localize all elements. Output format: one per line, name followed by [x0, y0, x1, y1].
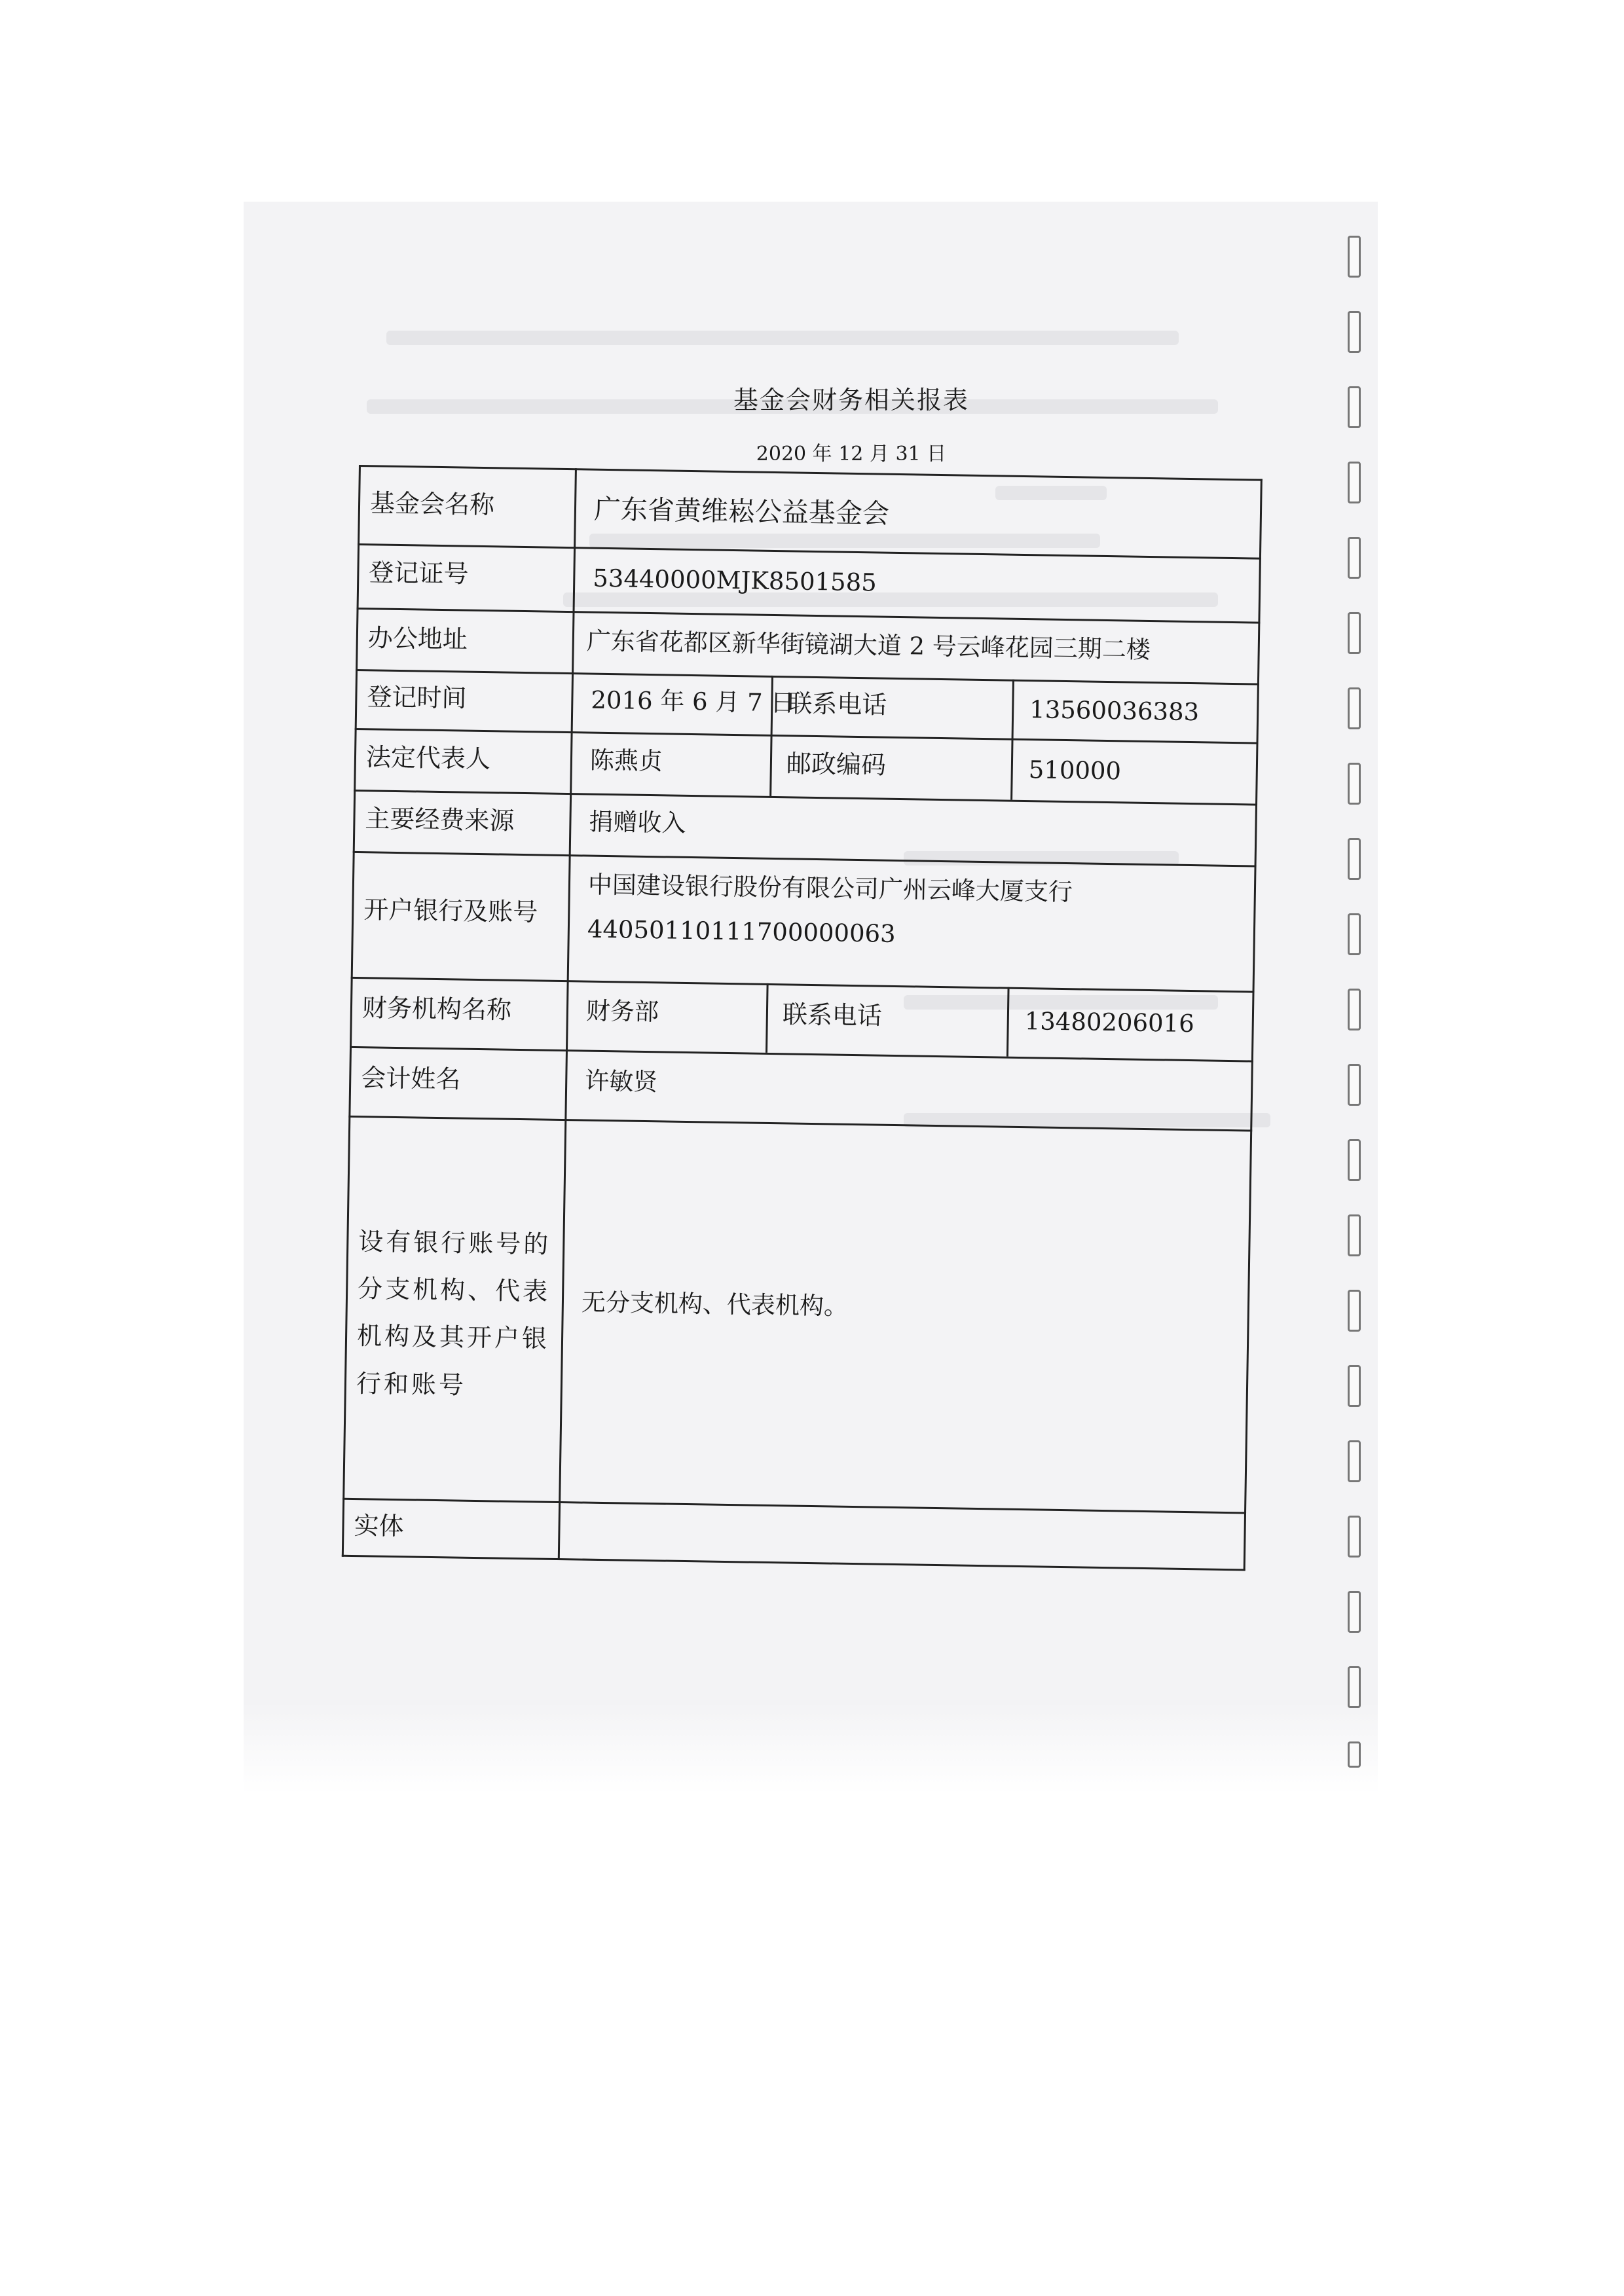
binder-hole [1348, 1741, 1361, 1768]
postcode-label: 邮政编码 [786, 749, 887, 780]
branches-value: 无分支机构、代表机构。 [581, 1288, 849, 1321]
binder-hole [1348, 1440, 1361, 1482]
report-title: 基金会财务相关报表 [733, 386, 969, 414]
binder-hole [1348, 1290, 1361, 1332]
binder-hole [1348, 687, 1361, 729]
legal-rep-label: 法定代表人 [365, 742, 491, 774]
binder-hole [1348, 838, 1361, 880]
bleed-through-line [386, 331, 1179, 345]
address-label: 办公地址 [367, 623, 468, 654]
fund-name-label: 基金会名称 [369, 488, 495, 520]
finance-dept-label: 财务机构名称 [361, 993, 512, 1025]
branches-label: 设有银行账号的分支机构、代表机构及其开户银行和账号 [356, 1227, 551, 1400]
binder-hole [1348, 1516, 1361, 1558]
finance-dept-value: 财务部 [585, 996, 659, 1027]
binder-hole [1348, 1365, 1361, 1407]
fund-name-value: 广东省黄维崧公益基金会 [593, 493, 890, 530]
binder-hole [1348, 1064, 1361, 1106]
binder-hole [1348, 1214, 1361, 1256]
fund-info-table [341, 465, 1262, 1584]
entity-label: 实体 [354, 1511, 404, 1541]
funding-source-value: 捐赠收入 [589, 807, 686, 837]
bank-account-value: 44050110111700000063 [587, 915, 896, 948]
reg-date-value: 2016 年 6 月 7 日 [591, 685, 795, 718]
reg-date-label: 登记时间 [367, 682, 467, 713]
accountant-label: 会计姓名 [360, 1063, 461, 1094]
binder-hole [1348, 1591, 1361, 1633]
binder-hole [1348, 1139, 1361, 1181]
binder-hole [1348, 386, 1361, 428]
reg-no-value: 53440000MJK8501585 [592, 564, 877, 597]
binder-hole [1348, 1666, 1361, 1708]
accountant-value: 许敏贤 [584, 1066, 658, 1097]
bank-name-value: 中国建设银行股份有限公司广州云峰大厦支行 [587, 870, 1073, 907]
funding-source-label: 主要经费来源 [365, 804, 515, 835]
reg-phone-value: 13560036383 [1029, 695, 1200, 727]
binder-hole [1348, 612, 1361, 654]
bank-account-label: 开户银行及账号 [363, 895, 538, 927]
reg-no-label: 登记证号 [369, 558, 469, 589]
binder-hole [1348, 537, 1361, 579]
legal-rep-value: 陈燕贞 [589, 746, 663, 776]
binder-hole [1348, 989, 1361, 1030]
binder-hole [1348, 311, 1361, 353]
binder-hole [1348, 763, 1361, 805]
binder-hole [1348, 236, 1361, 278]
binder-hole [1348, 913, 1361, 955]
report-date: 2020 年 12 月 31 日 [756, 443, 947, 465]
reg-phone-label: 联系电话 [787, 689, 887, 720]
finance-phone-value: 13480206016 [1024, 1007, 1195, 1038]
finance-phone-label: 联系电话 [782, 1000, 883, 1030]
address-value: 广东省花都区新华街镜湖大道 2 号云峰花园三期二楼 [586, 627, 1151, 665]
postcode-value: 510000 [1028, 756, 1122, 786]
binder-hole [1348, 462, 1361, 503]
scan-edge-fade [244, 1702, 1378, 1794]
